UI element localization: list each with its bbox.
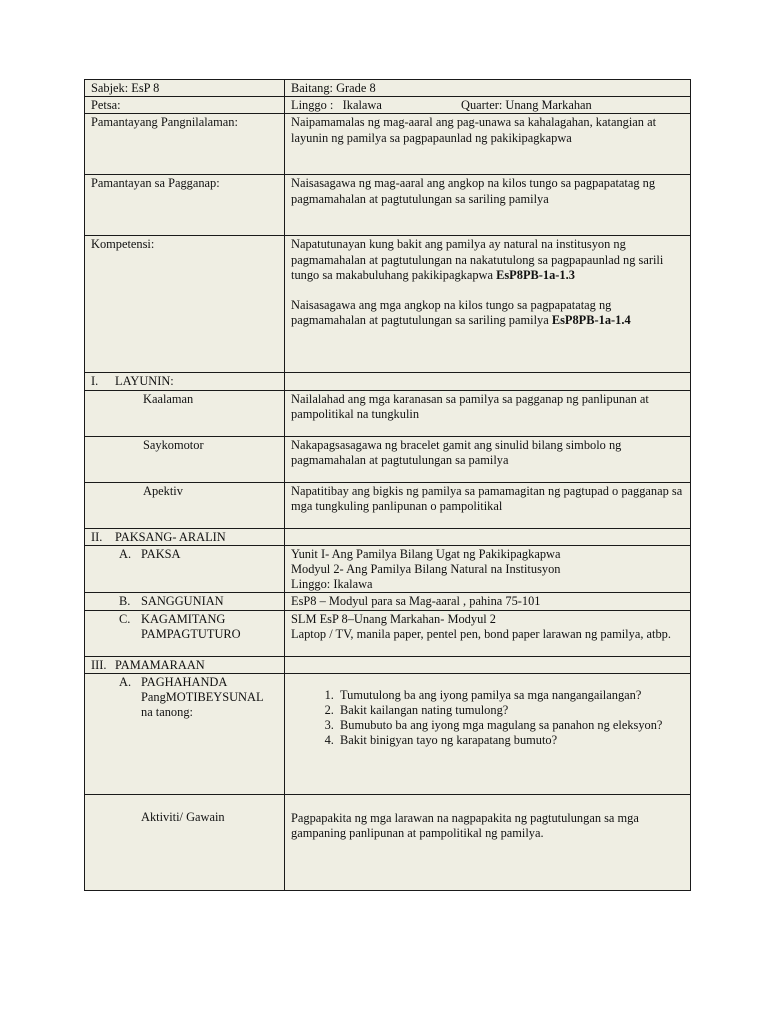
activity-text: Pagpapakita ng mga larawan na nagpapakita ng pagtutulungan sa mga gampaning panlipunan at pampolitikal ng pamilya. — [291, 810, 639, 841]
procedure-heading-row — [85, 656, 691, 673]
reference-row — [85, 593, 691, 610]
subject-matter-heading-empty — [285, 528, 691, 545]
reference-number: B. — [119, 594, 131, 609]
topic-label-cell — [85, 545, 285, 593]
reference-label: SANGGUNIAN — [141, 594, 224, 609]
objectives-heading-row — [85, 373, 691, 390]
content-standard-label: Pamantayang Pangnilalaman: — [85, 114, 285, 175]
materials-number: C. — [119, 611, 131, 626]
procedure-label: PAMAMARAAN — [115, 657, 205, 672]
knowledge-label: Kaalaman — [85, 390, 285, 436]
competency-row — [85, 236, 691, 373]
competency-label: Kompetensi: — [85, 236, 285, 373]
preparation-label-line-1: PAGHAHANDA — [141, 674, 228, 689]
week-text: Linggo : Ikalawa — [291, 98, 382, 113]
affective-row — [85, 482, 691, 528]
preparation-label-cell — [85, 673, 285, 794]
lesson-plan-table — [84, 79, 691, 891]
topic-text — [285, 545, 691, 593]
topic-line-1: Yunit I- Ang Pamilya Bilang Ugat ng Pakikipagkapwa — [291, 546, 561, 561]
materials-text — [285, 610, 691, 656]
preparation-row — [85, 673, 691, 794]
grade-cell: Baitang: Grade 8 — [285, 80, 691, 97]
materials-label-line-1: KAGAMITANG — [141, 611, 226, 626]
activity-label-cell — [85, 794, 285, 890]
header-row-subject — [85, 80, 691, 97]
content-standard-text: Naipamamalas ng mag-aaral ang pag-unawa sa kahalagahan, katangian at layunin ng pamilya sa pagpapaunlad ng pakikipagkapwa — [285, 114, 691, 175]
question-item: 1. Tumutulong ba ang iyong pamilya sa mga nangangailangan? — [337, 688, 684, 703]
date-cell: Petsa: — [85, 97, 285, 114]
activity-row — [85, 794, 691, 890]
objectives-heading — [85, 373, 285, 390]
performance-standard-label: Pamantayan sa Pagganap: — [85, 175, 285, 236]
preparation-label-line-2: PangMOTIBEYSUNAL — [141, 690, 264, 705]
competency-code-2: EsP8PB-1a-1.4 — [551, 313, 631, 328]
materials-line-2: Laptop / TV, manila paper, pentel pen, bond paper larawan ng pamilya, atbp. — [291, 626, 671, 641]
week-quarter-cell — [285, 97, 691, 114]
materials-label — [141, 612, 241, 642]
materials-row — [85, 610, 691, 656]
subject-matter-heading — [85, 528, 285, 545]
activity-text-cell — [285, 794, 691, 890]
competency-text — [285, 236, 691, 373]
skill-label: Saykomotor — [85, 436, 285, 482]
preparation-label — [141, 675, 264, 721]
materials-label-line-2: PAMPAGTUTURO — [141, 626, 241, 641]
quarter-text: Quarter: Unang Markahan — [461, 98, 592, 113]
activity-label: Aktiviti/ Gawain — [141, 809, 225, 824]
question-item: 4. Bakit binigyan tayo ng karapatang bumuto? — [337, 733, 684, 748]
topic-row — [85, 545, 691, 593]
question-item: 3. Bumubuto ba ang iyong mga magulang sa panahon ng eleksyon? — [337, 718, 684, 733]
subject-matter-heading-row — [85, 528, 691, 545]
procedure-number: III. — [91, 657, 107, 672]
topic-line-2: Modyul 2- Ang Pamilya Bilang Natural na Institusyon — [291, 562, 561, 577]
objectives-number: I. — [91, 374, 99, 389]
motivational-questions — [285, 673, 691, 794]
preparation-label-line-3: na tanong: — [141, 705, 193, 720]
affective-label: Apektiv — [85, 482, 285, 528]
question-list — [291, 688, 684, 749]
knowledge-row — [85, 390, 691, 436]
competency-text-1: Napatutunayan kung bakit ang pamilya ay natural na institusyon ng pagmamahalan at pagtutulungan na nakatutulong sa pagpapaunlad ng sarili tungo sa makabuluhang pakikipagkapwa — [291, 237, 664, 282]
objectives-heading-empty — [285, 373, 691, 390]
skill-row — [85, 436, 691, 482]
competency-code-1: EsP8PB-1a-1.3 — [496, 267, 575, 282]
performance-standard-row — [85, 175, 691, 236]
competency-item-1 — [291, 237, 684, 283]
skill-text: Nakapagsasagawa ng bracelet gamit ang sinulid bilang simbolo ng pagmamahalan at pagtutulungan sa pamilya — [285, 436, 691, 482]
header-row-date — [85, 97, 691, 114]
competency-item-2 — [291, 298, 684, 328]
reference-label-cell — [85, 593, 285, 610]
topic-label: PAKSA — [141, 546, 181, 561]
competency-text-2: Naisasagawa ang mga angkop na kilos tungo sa pagpapatatag ng pagmamahalan at pagtutulungan sa sariling pamilya — [291, 298, 612, 328]
procedure-heading-empty — [285, 656, 691, 673]
preparation-number: A. — [119, 674, 132, 689]
content-standard-row — [85, 114, 691, 175]
affective-text: Napatitibay ang bigkis ng pamilya sa pamamagitan ng pagtupad o pagganap sa mga tungkuling panlipunan o pampolitikal — [285, 482, 691, 528]
topic-number: A. — [119, 546, 132, 561]
subject-matter-label: PAKSANG- ARALIN — [115, 529, 226, 544]
materials-line-1: SLM EsP 8–Unang Markahan- Modyul 2 — [291, 611, 497, 626]
materials-label-cell — [85, 610, 285, 656]
question-item: 2. Bakit kailangan nating tumulong? — [337, 703, 684, 718]
topic-line-3: Linggo: Ikalawa — [291, 577, 373, 592]
procedure-heading — [85, 656, 285, 673]
knowledge-text: Nailalahad ang mga karanasan sa pamilya sa pagganap ng panlipunan at pampolitikal na tungkulin — [285, 390, 691, 436]
objectives-label: LAYUNIN: — [115, 374, 174, 389]
performance-standard-text: Naisasagawa ng mag-aaral ang angkop na kilos tungo sa pagpapatatag ng pagmamahalan at pagtutulungan sa sariling pamilya — [285, 175, 691, 236]
reference-text: EsP8 – Modyul para sa Mag-aaral , pahina 75-101 — [285, 593, 691, 610]
subject-cell: Sabjek: EsP 8 — [85, 80, 285, 97]
subject-matter-number: II. — [91, 529, 103, 544]
